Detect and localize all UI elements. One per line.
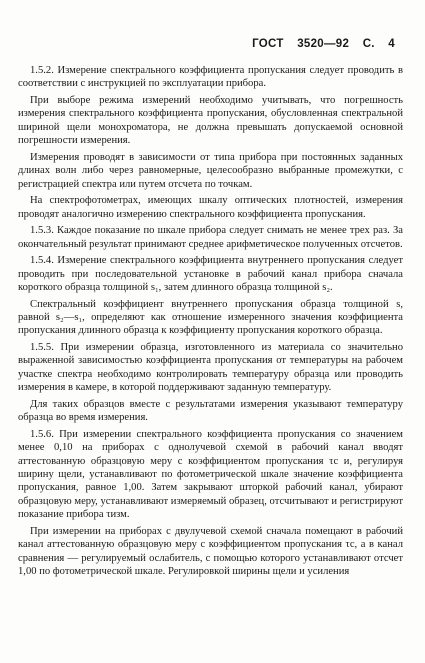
paragraph: При измерении на приборах с двулучевой схемой сначала помещают в рабочий канал аттестованную образцовую меру с коэффициентом пропускания τc, а в канал сравнения — регулируемый ослабитель, с помощью которого устанавливают отсчет 1,00 по фотометрической шкале. Регулировкой ширины щели и усиления [18, 525, 403, 578]
standard-number: 3520—92 [297, 38, 350, 50]
paragraph: 1.5.5. При измерении образца, изготовленного из материала со значительно выраженной зависимостью коэффициента пропускания от температуры на рабочем участке спектра необходимо контролировать температуру образца или проводить измерения в камере, в которой поддерживают заданную температуру. [18, 342, 403, 394]
paragraph: При выборе режима измерений необходимо учитывать, что погрешность измерения спектрального коэффициента пропускания, обусловленная спектральной шириной щели монохроматора, не должна превышать допускаемой основной погрешности измерения. [18, 95, 403, 147]
paragraph: 1.5.6. При измерении спектрального коэффициента пропускания со значением менее 0,10 на приборах с однолучевой схемой в рабочий канал вводят аттестованную образцовую меру с коэффициентом пропускания τc и, регулируя ширину щели, устанавливают по фотометрической шкале значение коэффициента пропускания, равное 1,00. Затем закрывают шторкой рабочий канал, убирают образцовую меру, устанавливают измеряемый образец, отсчитывают и регистрируют показание прибора τизм. [18, 428, 403, 521]
paragraph: Для таких образцов вместе с результатами измерения указывают температуру образца во время измерения. [18, 398, 403, 424]
page-number: 4 [388, 38, 395, 50]
standard-label: ГОСТ [252, 38, 284, 50]
page-number-prefix: С. [362, 38, 375, 50]
paragraph: Спектральный коэффициент внутреннего пропускания образца толщиной s, равной s₂—s₁, определяют как отношение измеренного значения коэффициента пропускания длинного образца к коэффициенту пропускания короткого образца. [18, 298, 403, 337]
paragraph: На спектрофотометрах, имеющих шкалу оптических плотностей, измерения проводят аналогично измерению спектрального коэффициента пропускания. [18, 195, 403, 220]
document-body [18, 64, 403, 579]
paragraph: 1.5.3. Каждое показание по шкале прибора следует снимать не менее трех раз. За окончательный результат принимают среднее арифметическое полученных отсчетов. [18, 225, 403, 250]
paragraph: 1.5.4. Измерение спектрального коэффициента внутреннего пропускания следует проводить при последовательной установке в рабочий канал прибора сначала короткого образца толщиной s₁, затем длинного образца толщиной s₂. [18, 255, 403, 294]
paragraph: Измерения проводят в зависимости от типа прибора при постоянных заданных длинах волн либо через равномерные, целесообразно выбранные промежутки, с регистрацией спектра или путем отсчета по точкам. [18, 151, 403, 190]
paragraph: 1.5.2. Измерение спектрального коэффициента пропускания следует проводить в соответствии с инструкцией по эксплуатации прибора. [18, 65, 403, 90]
page-header [252, 38, 395, 50]
